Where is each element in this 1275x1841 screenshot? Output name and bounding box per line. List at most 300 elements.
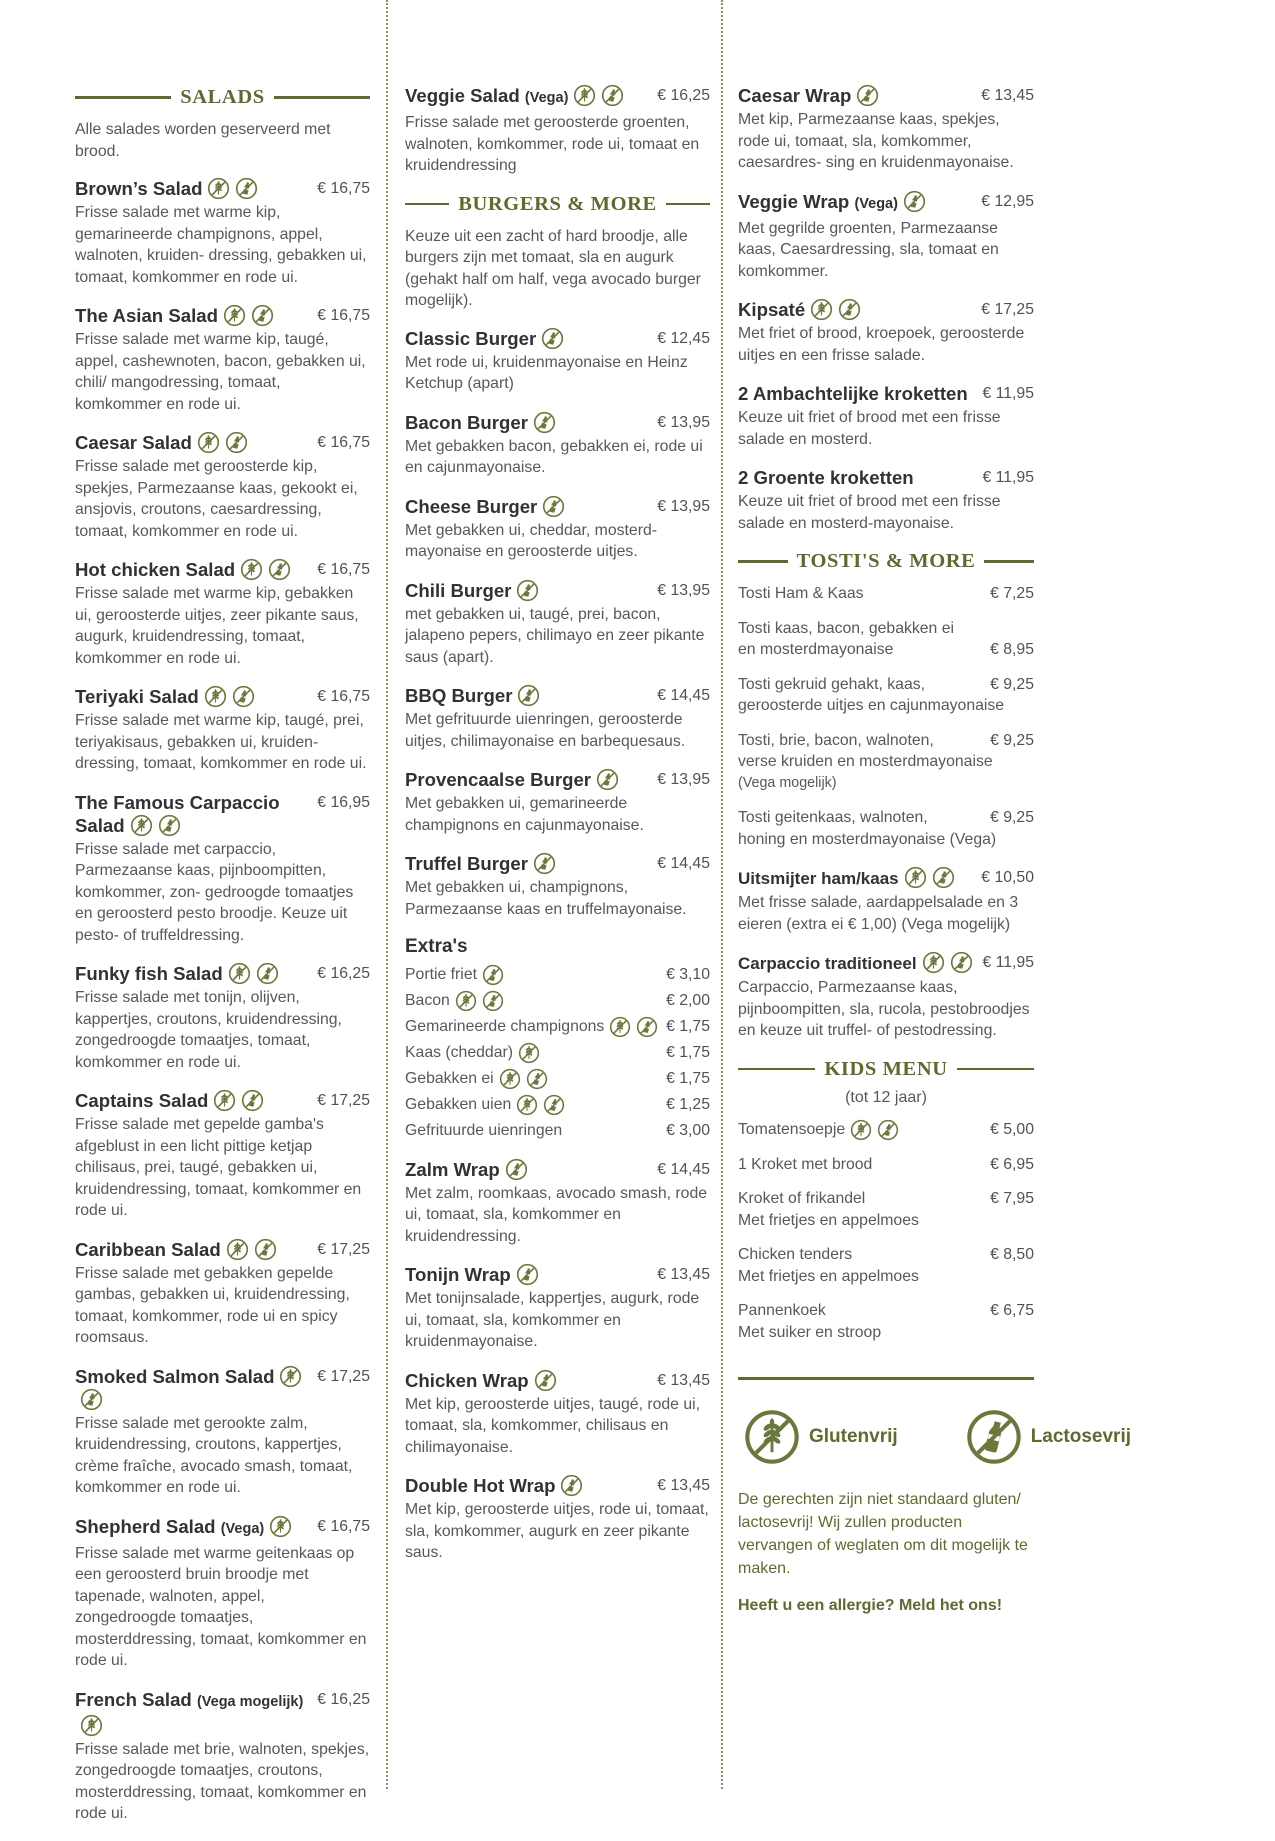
menu-item — [75, 1688, 370, 1825]
section-header — [738, 1058, 1034, 1081]
menu-item — [75, 1238, 370, 1349]
row-text-wrap — [738, 829, 996, 851]
divider-line — [738, 1377, 1034, 1380]
lactose-free-icon — [542, 495, 565, 518]
row-price: € 7,25 — [990, 585, 1034, 602]
item-description: Met kip, Parmezaanse kaas, spekjes, rode ui, tomaat, sla, komkommer, caesardres- sing en kruidenmayonaise. — [738, 111, 1014, 171]
gluten-free-icon — [850, 1119, 872, 1141]
item-name-text: The Asian Salad — [75, 305, 218, 326]
legend-label: Glutenvrij — [809, 1425, 898, 1447]
item-price: € 13,45 — [657, 1477, 710, 1494]
item-name — [738, 382, 982, 405]
item-header — [75, 962, 370, 985]
item-header — [738, 298, 1034, 321]
item-name-text: Zalm Wrap — [405, 1158, 500, 1180]
row-text: Tosti Ham & Kaas — [738, 585, 864, 602]
row-text: Gebakken uien — [405, 1096, 512, 1114]
price-row-line — [405, 990, 710, 1012]
price-row — [405, 1016, 710, 1038]
item-name — [75, 1688, 317, 1737]
item-header — [405, 684, 710, 707]
subsection-title: Extra's — [405, 936, 468, 957]
price-row-line — [405, 1094, 710, 1116]
legend-lactose — [960, 1408, 1131, 1466]
item-header — [75, 791, 370, 837]
row-text: Tosti, brie, bacon, walnoten, — [738, 731, 934, 749]
item-header — [738, 866, 1034, 890]
gluten-free-icon — [213, 1089, 236, 1112]
gluten-free-icon — [228, 962, 251, 985]
item-description: Met gefrituurde uienringen, geroosterde uitjes, chilimayonaise en barbequesaus. — [405, 711, 686, 750]
item-name-text: Kipsaté — [738, 299, 806, 320]
gluten-free-icon — [743, 1408, 801, 1466]
item-name — [738, 84, 981, 107]
price-row — [738, 618, 1034, 661]
gluten-free-icon — [609, 1016, 631, 1038]
row-text-wrap — [405, 1042, 540, 1064]
item-name-text: Caesar Salad — [75, 432, 192, 453]
item-name-text: Captains Salad — [75, 1090, 209, 1111]
item-name — [405, 1158, 657, 1181]
menu-item — [75, 685, 370, 775]
lactose-free-icon — [482, 990, 504, 1012]
section-title: TOSTI'S & MORE — [796, 550, 976, 572]
lactose-free-icon — [932, 866, 955, 889]
item-name — [75, 1365, 317, 1411]
section-header — [738, 550, 1034, 573]
row-price: € 5,00 — [990, 1120, 1034, 1138]
gluten-free-icon — [279, 1365, 302, 1388]
item-price: € 13,45 — [981, 87, 1034, 104]
price-row-line — [738, 829, 1034, 851]
row-text-wrap — [738, 618, 954, 640]
gluten-free-icon — [226, 1238, 249, 1261]
item-price: € 17,25 — [981, 301, 1034, 318]
item-header — [75, 1688, 370, 1737]
item-vega-tag: (Vega) — [854, 195, 898, 212]
item-price: € 17,25 — [317, 1367, 370, 1385]
price-row-line — [738, 583, 1034, 605]
price-row-line — [738, 674, 1034, 696]
menu-item — [738, 866, 1034, 935]
price-row — [738, 1244, 1034, 1287]
gluten-free-icon — [499, 1068, 521, 1090]
item-price: € 12,45 — [657, 329, 710, 347]
item-price: € 16,75 — [317, 180, 370, 197]
item-header — [738, 466, 1034, 489]
row-text-wrap — [738, 1154, 872, 1176]
section-header — [75, 86, 370, 109]
item-name — [75, 962, 317, 985]
row-price: € 7,95 — [990, 1190, 1034, 1207]
header-rule — [405, 203, 449, 206]
menu-item — [405, 411, 710, 479]
price-row — [738, 807, 1034, 850]
item-name-text: Brown’s Salad — [75, 178, 203, 199]
row-text-wrap — [738, 773, 837, 795]
header-rule — [75, 96, 171, 99]
row-text: honing en mosterdmayonaise (Vega) — [738, 830, 997, 848]
price-row-line — [405, 1120, 710, 1142]
row-text: Pannenkoek — [738, 1302, 826, 1319]
lactose-free-icon — [856, 84, 879, 107]
item-price: € 14,45 — [657, 687, 710, 704]
section-note: Alle salades worden geserveerd met brood. — [75, 121, 331, 160]
item-description: Frisse salade met gerookte zalm, kruidendressing, croutons, kappertjes, crème fraîche, avocado smash, tomaat, komkommer en rode ui. — [75, 1414, 353, 1496]
item-name — [75, 685, 317, 708]
item-price: € 11,95 — [982, 385, 1034, 402]
lactose-free-icon — [516, 579, 539, 602]
item-name — [738, 190, 981, 216]
row-text: 1 Kroket met brood — [738, 1155, 873, 1173]
item-price: € 13,95 — [657, 497, 710, 515]
section-note: Keuze uit een zacht of hard broodje, alle burgers zijn met tomaat, sla en augurk (gehakt half om half, vega avocado burger mogelijk). — [405, 227, 701, 309]
allergy-legend — [738, 1408, 1132, 1466]
lactose-free-icon — [526, 1068, 548, 1090]
item-header — [405, 84, 710, 110]
lactose-free-icon — [596, 768, 619, 791]
item-header — [405, 1474, 710, 1497]
row-text-wrap — [738, 1210, 919, 1232]
item-name — [75, 791, 317, 837]
price-row — [405, 1120, 710, 1142]
item-price: € 16,75 — [317, 561, 370, 578]
price-row-line — [738, 807, 1034, 829]
price-row-line — [738, 1322, 1034, 1344]
lactose-free-icon — [225, 431, 248, 454]
row-text-wrap — [738, 1266, 919, 1288]
item-name-text: Veggie Salad — [405, 85, 520, 106]
menu-item — [405, 84, 710, 177]
item-description: Frisse salade met brie, walnoten, spekjes, zongedroogde tomaatjes, croutons, mosterddressing, tomaat, komkommer en rode ui. — [75, 1740, 370, 1822]
row-text-wrap — [738, 695, 1004, 717]
item-description: Frisse salade met geroosterde groenten, walnoten, komkommer, rode ui, tomaat en kruidendressing — [405, 114, 700, 174]
item-description: Frisse salade met geroosterde kip, spekjes, Parmezaanse kaas, gekookt ei, ansjovis, croutons, caesardressing, tomaat, komkommer en rode ui. — [75, 458, 358, 540]
item-price: € 13,95 — [657, 413, 710, 431]
item-price: € 17,25 — [317, 1240, 370, 1258]
column-burgers — [405, 84, 710, 1580]
lactose-free-icon — [838, 298, 861, 321]
lactose-free-icon — [254, 1238, 277, 1261]
item-price: € 13,95 — [657, 581, 710, 599]
item-name-text: Teriyaki Salad — [75, 686, 199, 707]
item-description: Frisse salade met tonijn, olijven, kappertjes, croutons, kruidendressing, zongedroogde tomaatjes, tomaat, komkommer en rode ui. — [75, 989, 342, 1071]
item-description: Frisse salade met warme geitenkaas op een geroosterd bruin broodje met tapenade, walnoten, appel, zongedroogde tomaatjes, mosterddressing, tomaat, komkommer en rode ui. — [75, 1544, 367, 1669]
lactose-free-icon — [950, 951, 973, 974]
item-vega-tag: (Vega) — [524, 90, 569, 106]
row-text: (Vega mogelijk) — [738, 774, 837, 791]
price-row-line — [738, 695, 1034, 717]
header-rule — [274, 96, 370, 99]
footer-note: Heeft u een allergie? Meld het ons! — [738, 1596, 1003, 1614]
menu-item — [75, 1515, 370, 1672]
lactose-free-icon — [482, 964, 504, 986]
menu-item — [405, 1474, 710, 1564]
item-name-text: Smoked Salmon Salad — [75, 1365, 275, 1387]
item-description: Met gebakken ui, champignons, Parmezaanse kaas en truffelmayonaise. — [405, 879, 687, 918]
item-price: € 16,75 — [317, 688, 370, 705]
price-rows — [738, 1119, 1034, 1344]
menu-item — [405, 579, 710, 669]
row-text: en mosterdmayonaise — [738, 641, 894, 658]
item-header — [405, 327, 710, 350]
row-text: Chicken tenders — [738, 1246, 853, 1263]
item-description: Frisse salade met gebakken gepelde gambas, gebakken ui, kruidendressing, tomaat, komkommer, rode ui en spicy roomsaus. — [75, 1264, 350, 1346]
gluten-free-icon — [518, 1042, 540, 1064]
item-name-text: Classic Burger — [405, 327, 537, 349]
item-name-text: Shepherd Salad — [75, 1515, 216, 1537]
item-price: € 16,25 — [317, 1690, 370, 1708]
menu-item — [738, 466, 1034, 534]
item-header — [738, 951, 1034, 975]
menu-item — [738, 190, 1034, 283]
price-row-line — [738, 1188, 1034, 1210]
item-price: € 13,45 — [657, 1371, 710, 1389]
price-row-line — [405, 964, 710, 986]
item-description: Keuze uit friet of brood met een frisse salade en mosterd. — [738, 409, 1001, 448]
item-name — [405, 1263, 657, 1286]
item-header — [75, 1089, 370, 1112]
item-description: Frisse salade met warme kip, taugé, prei, teriyakisaus, gebakken ui, kruiden- dressing, tomaat, komkommer en rode ui. — [75, 712, 367, 772]
item-header — [75, 1365, 370, 1411]
item-price: € 11,95 — [982, 469, 1034, 486]
price-row — [405, 1094, 710, 1116]
lactose-free-icon — [232, 685, 255, 708]
price-row — [738, 1300, 1034, 1343]
item-description: Frisse salade met carpaccio, Parmezaanse kaas, pijnboompitten, komkommer, zon- gedroogde tomaatjes en geroosterd pesto broodje. Keuze uit pesto- of truffeldressing. — [75, 840, 354, 944]
price-row-line — [738, 1119, 1034, 1141]
row-price: € 8,50 — [990, 1246, 1034, 1263]
item-header — [405, 495, 710, 518]
gluten-free-icon — [922, 951, 945, 974]
row-text: Tosti kaas, bacon, gebakken ei — [738, 619, 955, 637]
lactose-free-icon — [533, 411, 556, 434]
row-price: € 3,00 — [666, 1122, 710, 1139]
row-price: € 9,25 — [990, 809, 1034, 826]
item-price: € 16,25 — [657, 87, 710, 104]
item-name-text: Caesar Wrap — [738, 85, 852, 106]
lactose-free-icon — [541, 327, 564, 350]
price-row — [405, 964, 710, 986]
price-rows — [405, 964, 710, 1142]
lactose-free-icon — [877, 1119, 899, 1141]
item-name — [405, 84, 657, 110]
item-name — [738, 466, 982, 489]
item-price: € 13,95 — [657, 771, 710, 788]
item-price: € 11,95 — [982, 954, 1034, 971]
menu-item — [405, 495, 710, 563]
item-description: Frisse salade met gepelde gamba's afgeblust in een licht pittige ketjap chilisaus, prei, taugé, gebakken ui, kruidendressing, tomaat, komkommer en rode ui. — [75, 1116, 362, 1219]
item-name — [405, 768, 657, 791]
menu-item — [75, 1089, 370, 1222]
item-name — [738, 866, 981, 890]
gluten-free-icon — [516, 1094, 538, 1116]
menu-item — [405, 1263, 710, 1353]
lactose-free-icon — [965, 1408, 1023, 1466]
menu-item — [405, 768, 710, 836]
item-name — [75, 558, 317, 581]
row-price: € 9,25 — [990, 731, 1034, 749]
menu-item — [738, 298, 1034, 366]
header-rule — [738, 1068, 815, 1071]
price-row-line — [738, 1266, 1034, 1288]
row-price: € 1,75 — [666, 1044, 710, 1062]
row-text-wrap — [405, 1120, 562, 1142]
row-text-wrap — [738, 730, 934, 752]
item-header — [75, 431, 370, 454]
price-row — [738, 583, 1034, 605]
item-name-text: Caribbean Salad — [75, 1238, 221, 1260]
item-header — [75, 1238, 370, 1261]
menu-item — [738, 951, 1034, 1042]
lactose-free-icon — [636, 1016, 658, 1038]
item-name-text: Hot chicken Salad — [75, 559, 236, 580]
row-text: Tosti gekruid gehakt, kaas, — [738, 675, 926, 693]
lactose-free-icon — [543, 1094, 565, 1116]
row-price: € 1,75 — [666, 1070, 710, 1088]
menu-item — [738, 84, 1034, 174]
item-header — [405, 1158, 710, 1181]
lactose-free-icon — [516, 1263, 539, 1286]
menu-item — [738, 382, 1034, 450]
lactose-free-icon — [505, 1158, 528, 1181]
item-description: Met gebakken bacon, gebakken ei, rode ui en cajunmayonaise. — [405, 437, 703, 476]
row-text: Tomatensoepje — [738, 1120, 846, 1138]
menu-item — [75, 1365, 370, 1499]
lactose-free-icon — [534, 1369, 557, 1392]
section-title: KIDS MENU — [824, 1057, 948, 1080]
lactose-free-icon — [158, 814, 181, 837]
lactose-free-icon — [533, 852, 556, 875]
lactose-free-icon — [903, 190, 926, 213]
price-row-line — [738, 773, 1034, 795]
item-header — [738, 382, 1034, 405]
price-row-line — [405, 1068, 710, 1090]
lactose-free-icon — [517, 684, 540, 707]
item-name — [75, 1089, 317, 1112]
item-name-text: The Famous Carpaccio Salad — [75, 791, 280, 836]
item-description: Frisse salade met warme kip, gemarineerde champignons, appel, walnoten, kruiden- dressing, gebakken ui, tomaat, komkommer en rode ui. — [75, 204, 367, 286]
header-rule — [957, 1068, 1034, 1071]
menu-item — [75, 431, 370, 542]
row-text: Portie friet — [405, 966, 477, 984]
item-price: € 10,50 — [981, 869, 1034, 886]
gluten-free-icon — [80, 1714, 103, 1737]
item-name-text: Tonijn Wrap — [405, 1264, 511, 1285]
item-name — [75, 177, 317, 200]
item-description: Met gebakken ui, gemarineerde champignons en cajunmayonaise. — [405, 795, 644, 834]
item-description: Frisse salade met warme kip, taugé, appel, cashewnoten, bacon, gebakken ui, chili/ mangodressing, tomaat, komkommer en rode ui. — [75, 331, 366, 413]
price-row — [405, 1068, 710, 1090]
lactose-free-icon — [251, 304, 274, 327]
row-text-wrap — [405, 1094, 565, 1116]
section-subnote: (tot 12 jaar) — [845, 1088, 927, 1106]
price-row-line — [405, 1042, 710, 1064]
item-name-text: Chicken Wrap — [405, 1369, 529, 1391]
price-rows — [738, 583, 1034, 850]
item-price: € 16,95 — [317, 793, 370, 811]
item-name-text: BBQ Burger — [405, 685, 513, 706]
menu-item — [405, 1369, 710, 1459]
item-description: Met friet of brood, kroepoek, geroosterde uitjes en een frisse salade. — [738, 325, 1025, 364]
item-name-text: Veggie Wrap — [738, 190, 850, 212]
column-salads — [75, 84, 370, 1841]
item-vega-tag: (Vega) — [220, 1520, 265, 1537]
item-name — [405, 327, 657, 350]
gluten-free-icon — [130, 814, 153, 837]
price-row-line — [738, 639, 1034, 661]
row-text: geroosterde uitjes en cajunmayonaise — [738, 697, 1005, 714]
row-text: Gefrituurde uienringen — [405, 1122, 563, 1139]
gluten-free-icon — [197, 431, 220, 454]
row-text-wrap — [738, 807, 928, 829]
lactose-free-icon — [268, 558, 291, 581]
row-text: verse kruiden en mosterdmayonaise — [738, 753, 993, 770]
section-title: BURGERS & MORE — [458, 192, 657, 215]
item-name — [75, 1515, 317, 1541]
row-text-wrap — [738, 583, 864, 605]
item-name-text: French Salad — [75, 1688, 192, 1710]
item-description: Met frisse salade, aardappelsalade en 3 eieren (extra ei € 1,00) (Vega mogelijk) — [738, 894, 1019, 933]
row-price: € 9,25 — [990, 675, 1034, 693]
price-row — [405, 1042, 710, 1064]
item-name — [405, 852, 657, 875]
item-vega-tag: (Vega mogelijk) — [196, 1693, 304, 1710]
lactose-free-icon — [241, 1089, 264, 1112]
row-text: Met frietjes en appelmoes — [738, 1267, 919, 1285]
row-text-wrap — [738, 1244, 852, 1266]
item-price: € 16,25 — [317, 965, 370, 982]
menu-item — [75, 962, 370, 1073]
gluten-free-icon — [223, 304, 246, 327]
price-row-line — [738, 1300, 1034, 1322]
row-text-wrap — [405, 1016, 658, 1038]
row-price: € 1,75 — [666, 1018, 710, 1036]
item-name — [405, 495, 657, 518]
item-name — [405, 579, 657, 602]
item-header — [75, 1515, 370, 1541]
row-text: Gemarineerde champignons — [405, 1018, 605, 1036]
item-name-text: 2 Ambachtelijke kroketten — [738, 383, 968, 404]
header-rule — [738, 560, 788, 563]
price-row — [738, 1188, 1034, 1231]
item-name — [405, 1474, 657, 1497]
item-price: € 13,45 — [657, 1266, 710, 1283]
row-text: Met suiker en stroop — [738, 1323, 882, 1341]
menu-item — [75, 304, 370, 415]
item-description: Keuze uit friet of brood met een frisse salade en mosterd-mayonaise. — [738, 493, 1001, 532]
gluten-free-icon — [240, 558, 263, 581]
item-name — [75, 1238, 317, 1261]
gluten-free-icon — [269, 1515, 292, 1538]
row-text-wrap — [738, 1300, 826, 1322]
item-header — [405, 1369, 710, 1392]
row-text: Met frietjes en appelmoes — [738, 1211, 919, 1229]
price-row — [738, 1154, 1034, 1176]
item-name — [738, 298, 981, 321]
item-header — [405, 768, 710, 791]
item-header — [405, 579, 710, 602]
item-name-text: Provencaalse Burger — [405, 769, 592, 790]
item-description: Met gegrilde groenten, Parmezaanse kaas, Caesardressing, sla, tomaat en komkommer. — [738, 219, 999, 280]
item-description: Met tonijnsalade, kappertjes, augurk, rode ui, tomaat, sla, komkommer en kruidenmayonaise. — [405, 1290, 700, 1350]
row-text-wrap — [738, 751, 993, 773]
menu-item — [75, 558, 370, 669]
row-text-wrap — [738, 1188, 865, 1210]
item-name-text: 2 Groente kroketten — [738, 467, 914, 488]
item-price: € 14,45 — [657, 1160, 710, 1178]
section-header — [405, 193, 710, 216]
